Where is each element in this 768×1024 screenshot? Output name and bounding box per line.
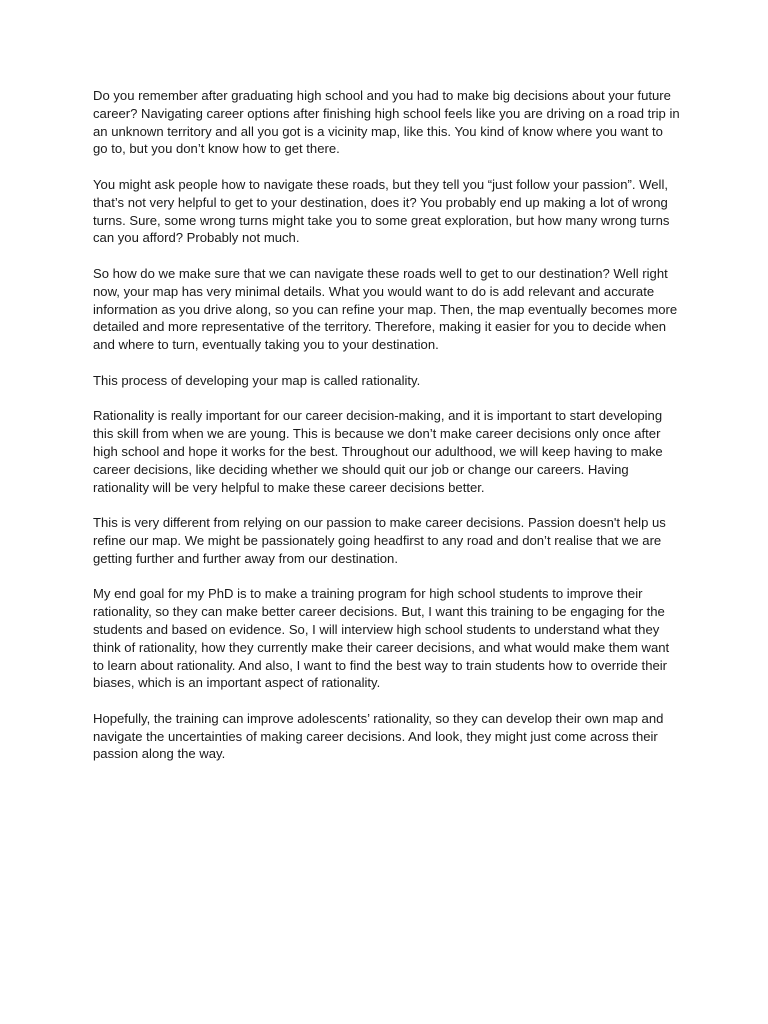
paragraph-7: My end goal for my PhD is to make a training program for high school students to improve their rationality, so they can make better career decisions. But, I want this training to be engaging for the students and based on evidence. So, I will interview high school students to understand what they think of rationality, how they currently make their career decisions, and what would make them want to learn about rationality. And also, I want to find the best way to train students how to override their biases, which is an important aspect of rationality.: [93, 586, 670, 691]
paragraph-6: This is very different from relying on our passion to make career decisions. Passion doesn't help us refine our map. We might be passionately going headfirst to any road and don’t realise that we are getting further and further away from our destination.: [93, 515, 666, 566]
paragraph-4: This process of developing your map is called rationality.: [93, 372, 421, 388]
paragraph-5: Rationality is really important for our career decision-making, and it is important to start developing this skill from when we are young. This is because we don’t make career decisions only once after high school and hope it works for the best. Throughout our adulthood, we will keep having to make career decisions, like deciding whether we should quit our job or change our careers. Having rationality will be very helpful to make these career decisions better.: [93, 408, 663, 495]
paragraph-1: Do you remember after graduating high school and you had to make big decisions about your future career? Navigating career options after finishing high school feels like you are driving on a road trip in an unknown territory and all you got is a vicinity map, like this. You kind of know where you want to go to, but you don’t know how to get there.: [93, 88, 680, 157]
document-body: [93, 87, 681, 781]
paragraph-3: So how do we make sure that we can navigate these roads well to get to our destination? Well right now, your map has very minimal details. What you would want to do is add relevant and accurate information as you drive along, so you can refine your map. Then, the map eventually becomes more detailed and more representative of the territory. Therefore, making it easier for you to decide when and where to turn, eventually taking you to your destination.: [93, 265, 678, 353]
paragraph-2: You might ask people how to navigate these roads, but they tell you “just follow your passion”. Well, that’s not very helpful to get to your destination, does it? You probably end up making a lot of wrong turns. Sure, some wrong turns might take you to some great exploration, but how many wrong turns can you afford? Probably not much.: [93, 176, 670, 246]
paragraph-8: Hopefully, the training can improve adolescents’ rationality, so they can develop their own map and navigate the uncertainties of making career decisions. And look, they might just come across their passion along the way.: [93, 710, 664, 762]
